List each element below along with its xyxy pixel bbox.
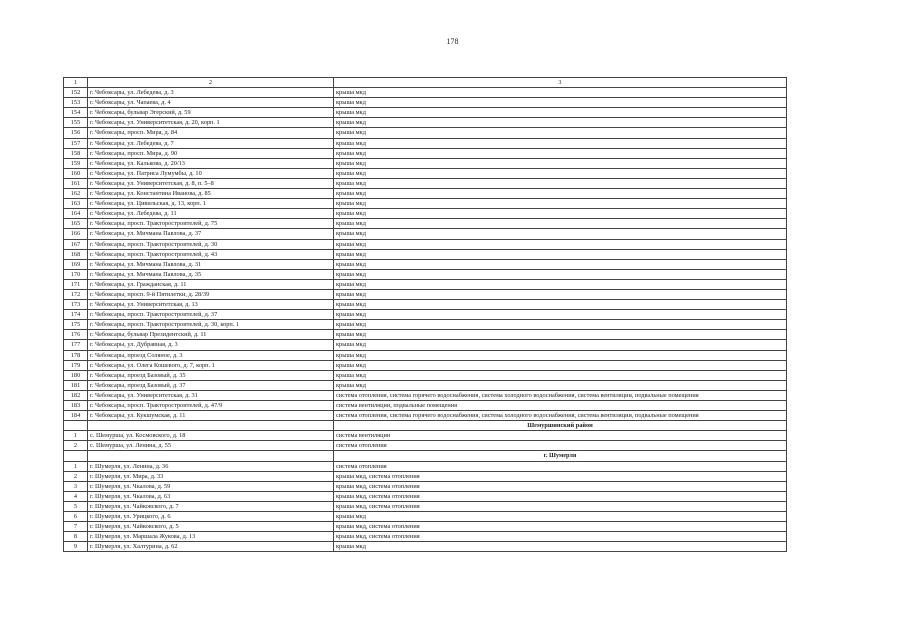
row-number: 181: [64, 380, 88, 390]
row-address: г. Шумерля, ул. Чкалова, д. 59: [88, 481, 334, 491]
row-address: г. Чебоксары, ул. Дубравная, д. 3: [88, 340, 334, 350]
row-work-type: система вентиляции, подвальные помещения: [334, 401, 787, 411]
row-address: с. Шемурша, ул. Ленина, д. 55: [88, 441, 334, 451]
header-col-2: 2: [88, 78, 334, 88]
row-number: 176: [64, 330, 88, 340]
row-address: г. Чебоксары, ул. Калькова, д. 20/13: [88, 158, 334, 168]
row-work-type: крыша мкд: [334, 138, 787, 148]
row-work-type: крыша мкд, система отопления: [334, 481, 787, 491]
row-work-type: крыша мкд: [334, 330, 787, 340]
table-row: [64, 390, 787, 400]
row-work-type: крыша мкд: [334, 380, 787, 390]
row-number: 2: [64, 471, 88, 481]
row-number: 167: [64, 239, 88, 249]
row-work-type: крыша мкд: [334, 340, 787, 350]
table-row: [64, 411, 787, 421]
row-address: г. Чебоксары, просп. Тракторостроителей, д. 30, корп. 1: [88, 320, 334, 330]
row-address: г. Чебоксары, ул. Цивильская, д. 13, корп. 1: [88, 199, 334, 209]
table-row: [64, 229, 787, 239]
row-number: 5: [64, 501, 88, 511]
row-work-type: крыша мкд: [334, 320, 787, 330]
table-row: [64, 340, 787, 350]
section-empty-cell: [64, 421, 88, 431]
row-work-type: крыша мкд: [334, 249, 787, 259]
row-address: г. Чебоксары, ул. Университетская, д. 31: [88, 390, 334, 400]
table-row: [64, 441, 787, 451]
row-address: г. Чебоксары, просп. Тракторостроителей, д. 30: [88, 239, 334, 249]
row-address: г. Чебоксары, бульвар Эгерский, д. 59: [88, 108, 334, 118]
row-work-type: крыша мкд: [334, 350, 787, 360]
row-work-type: крыша мкд: [334, 542, 787, 552]
row-work-type: крыша мкд: [334, 279, 787, 289]
table-row: [64, 249, 787, 259]
table-row: [64, 471, 787, 481]
section-empty-cell: [88, 421, 334, 431]
row-address: г. Чебоксары, ул. Гражданская, д. 11: [88, 279, 334, 289]
row-number: 164: [64, 209, 88, 219]
page-number: 178: [446, 37, 459, 46]
row-number: 160: [64, 168, 88, 178]
row-address: г. Чебоксары, ул. Университетская, д. 20, корп. 1: [88, 118, 334, 128]
table-row: [64, 320, 787, 330]
row-address: г. Чебоксары, ул. Университетская, д. 8, п. 5–8: [88, 178, 334, 188]
table-body: [64, 88, 787, 552]
table-row: [64, 522, 787, 532]
header-col-1: 1: [64, 78, 88, 88]
section-title: Шемуршинский район: [334, 421, 787, 431]
table-row: [64, 350, 787, 360]
table-row: [64, 431, 787, 441]
table-row: [64, 481, 787, 491]
row-work-type: крыша мкд: [334, 269, 787, 279]
table-row: [64, 360, 787, 370]
row-number: 175: [64, 320, 88, 330]
row-work-type: крыша мкд: [334, 259, 787, 269]
row-address: г. Чебоксары, проезд Соляное, д. 3: [88, 350, 334, 360]
row-work-type: крыша мкд: [334, 128, 787, 138]
row-address: г. Шумерля, ул. Ленина, д. 36: [88, 461, 334, 471]
row-number: 161: [64, 178, 88, 188]
table-row: [64, 542, 787, 552]
table-row: [64, 259, 787, 269]
table-row: [64, 219, 787, 229]
row-work-type: крыша мкд, система отопления: [334, 522, 787, 532]
row-number: 163: [64, 199, 88, 209]
section-title: г. Шумерля: [334, 451, 787, 461]
table-row: [64, 98, 787, 108]
row-work-type: крыша мкд: [334, 189, 787, 199]
row-number: 177: [64, 340, 88, 350]
row-address: г. Чебоксары, ул. Мичмана Павлова, д. 37: [88, 229, 334, 239]
row-work-type: крыша мкд: [334, 370, 787, 380]
table-row: [64, 148, 787, 158]
row-number: 172: [64, 289, 88, 299]
row-address: г. Чебоксары, проезд Базовый, д. 35: [88, 370, 334, 380]
row-number: 178: [64, 350, 88, 360]
row-address: г. Чебоксары, ул. Лебедева, д. 7: [88, 138, 334, 148]
row-address: г. Шумерля, ул. Мира, д. 33: [88, 471, 334, 481]
table-row: [64, 461, 787, 471]
row-number: 9: [64, 542, 88, 552]
row-number: 162: [64, 189, 88, 199]
row-number: 153: [64, 98, 88, 108]
row-address: г. Чебоксары, ул. Олега Кошевого, д. 7, корп. 1: [88, 360, 334, 370]
table-row: [64, 239, 787, 249]
row-number: 182: [64, 390, 88, 400]
table-row: [64, 512, 787, 522]
row-number: 183: [64, 401, 88, 411]
row-work-type: крыша мкд: [334, 512, 787, 522]
row-work-type: система отопления: [334, 461, 787, 471]
table-row: [64, 168, 787, 178]
row-work-type: крыша мкд: [334, 300, 787, 310]
section-header-row: [64, 421, 787, 431]
row-number: 1: [64, 431, 88, 441]
row-work-type: система вентиляции: [334, 431, 787, 441]
row-work-type: крыша мкд, система отопления: [334, 491, 787, 501]
row-address: г. Чебоксары, просп. Мира, д. 90: [88, 148, 334, 158]
row-work-type: крыша мкд: [334, 98, 787, 108]
row-work-type: крыша мкд: [334, 239, 787, 249]
table-row: [64, 491, 787, 501]
row-address: г. Чебоксары, ул. Кукшумская, д. 11: [88, 411, 334, 421]
section-header-row: [64, 451, 787, 461]
row-address: г. Чебоксары, бульвар Президентский, д. 11: [88, 330, 334, 340]
section-empty-cell: [88, 451, 334, 461]
row-work-type: крыша мкд: [334, 289, 787, 299]
row-number: 174: [64, 310, 88, 320]
row-work-type: крыша мкд: [334, 209, 787, 219]
row-number: 173: [64, 300, 88, 310]
row-address: г. Чебоксары, ул. Лебедева, д. 11: [88, 209, 334, 219]
table-row: [64, 209, 787, 219]
repair-list-table: [63, 77, 787, 552]
row-work-type: крыша мкд: [334, 229, 787, 239]
row-work-type: система отопления, система горячего водоснабжения, система холодного водоснабжения, система вентиляции, подвальные помещения: [334, 411, 787, 421]
row-number: 1: [64, 461, 88, 471]
row-work-type: крыша мкд: [334, 219, 787, 229]
row-address: г. Чебоксары, ул. Патриса Лумумбы, д. 10: [88, 168, 334, 178]
row-work-type: крыша мкд, система отопления: [334, 532, 787, 542]
row-number: 184: [64, 411, 88, 421]
row-number: 8: [64, 532, 88, 542]
row-number: 179: [64, 360, 88, 370]
table-row: [64, 88, 787, 98]
row-number: 152: [64, 88, 88, 98]
row-number: 155: [64, 118, 88, 128]
table-row: [64, 108, 787, 118]
row-address: г. Шумерля, ул. Чайковского, д. 7: [88, 501, 334, 511]
row-address: г. Чебоксары, ул. Лебедева, д. 3: [88, 88, 334, 98]
table-row: [64, 178, 787, 188]
row-address: г. Шумерля, ул. Чкалова, д. 63: [88, 491, 334, 501]
row-number: 169: [64, 259, 88, 269]
row-address: г. Чебоксары, ул. Мичмана Павлова, д. 31: [88, 259, 334, 269]
row-work-type: система отопления: [334, 441, 787, 451]
table-row: [64, 199, 787, 209]
row-work-type: крыша мкд: [334, 199, 787, 209]
table-row: [64, 118, 787, 128]
row-number: 3: [64, 481, 88, 491]
table-row: [64, 532, 787, 542]
row-number: 157: [64, 138, 88, 148]
row-address: г. Чебоксары, просп. Тракторостроителей, д. 43: [88, 249, 334, 259]
row-work-type: крыша мкд, система отопления: [334, 471, 787, 481]
row-number: 154: [64, 108, 88, 118]
table-row: [64, 310, 787, 320]
row-address: г. Чебоксары, просп. Тракторостроителей, д. 75: [88, 219, 334, 229]
row-address: г. Чебоксары, проезд Базовый, д. 37: [88, 380, 334, 390]
table-row: [64, 401, 787, 411]
row-work-type: крыша мкд, система отопления: [334, 501, 787, 511]
table-row: [64, 158, 787, 168]
row-address: г. Чебоксары, ул. Константина Иванова, д. 85: [88, 189, 334, 199]
row-number: 158: [64, 148, 88, 158]
row-work-type: крыша мкд: [334, 88, 787, 98]
row-number: 171: [64, 279, 88, 289]
row-address: г. Чебоксары, ул. Мичмана Павлова, д. 35: [88, 269, 334, 279]
row-work-type: крыша мкд: [334, 310, 787, 320]
row-number: 2: [64, 441, 88, 451]
row-number: 168: [64, 249, 88, 259]
table-row: [64, 128, 787, 138]
table-row: [64, 279, 787, 289]
row-number: 7: [64, 522, 88, 532]
table-row: [64, 189, 787, 199]
row-address: г. Чебоксары, ул. Университетская, д. 13: [88, 300, 334, 310]
table-row: [64, 300, 787, 310]
row-address: г. Чебоксары, ул. Чапаева, д. 4: [88, 98, 334, 108]
table-header-row: [64, 78, 787, 88]
header-col-3: 3: [334, 78, 787, 88]
table-row: [64, 370, 787, 380]
table-row: [64, 501, 787, 511]
row-number: 6: [64, 512, 88, 522]
row-work-type: крыша мкд: [334, 178, 787, 188]
row-work-type: крыша мкд: [334, 118, 787, 128]
row-address: г. Шумерля, ул. Чайковского, д. 5: [88, 522, 334, 532]
row-number: 165: [64, 219, 88, 229]
row-number: 170: [64, 269, 88, 279]
section-empty-cell: [64, 451, 88, 461]
row-address: г. Чебоксары, просп. Мира, д. 84: [88, 128, 334, 138]
row-address: г. Чебоксары, просп. Тракторостроителей, д. 47/9: [88, 401, 334, 411]
row-address: г. Шумерля, ул. Урицкого, д. 6: [88, 512, 334, 522]
row-work-type: крыша мкд: [334, 108, 787, 118]
row-number: 159: [64, 158, 88, 168]
table-row: [64, 330, 787, 340]
table-row: [64, 138, 787, 148]
row-number: 166: [64, 229, 88, 239]
row-work-type: система отопления, система горячего водоснабжения, система холодного водоснабжения, система вентиляции, подвальные помещения: [334, 390, 787, 400]
row-work-type: крыша мкд: [334, 158, 787, 168]
row-work-type: крыша мкд: [334, 148, 787, 158]
table-row: [64, 289, 787, 299]
row-work-type: крыша мкд: [334, 360, 787, 370]
row-number: 156: [64, 128, 88, 138]
row-address: г. Чебоксары, просп. 9-й Пятилетки, д. 28/39: [88, 289, 334, 299]
row-address: с. Шемурша, ул. Космовского, д. 18: [88, 431, 334, 441]
row-address: г. Шумерля, ул. Халтурина, д. 62: [88, 542, 334, 552]
row-address: г. Шумерля, ул. Маршала Жукова, д. 13: [88, 532, 334, 542]
table-row: [64, 380, 787, 390]
row-number: 4: [64, 491, 88, 501]
row-work-type: крыша мкд: [334, 168, 787, 178]
table-row: [64, 269, 787, 279]
row-number: 180: [64, 370, 88, 380]
row-address: г. Чебоксары, просп. Тракторостроителей, д. 37: [88, 310, 334, 320]
